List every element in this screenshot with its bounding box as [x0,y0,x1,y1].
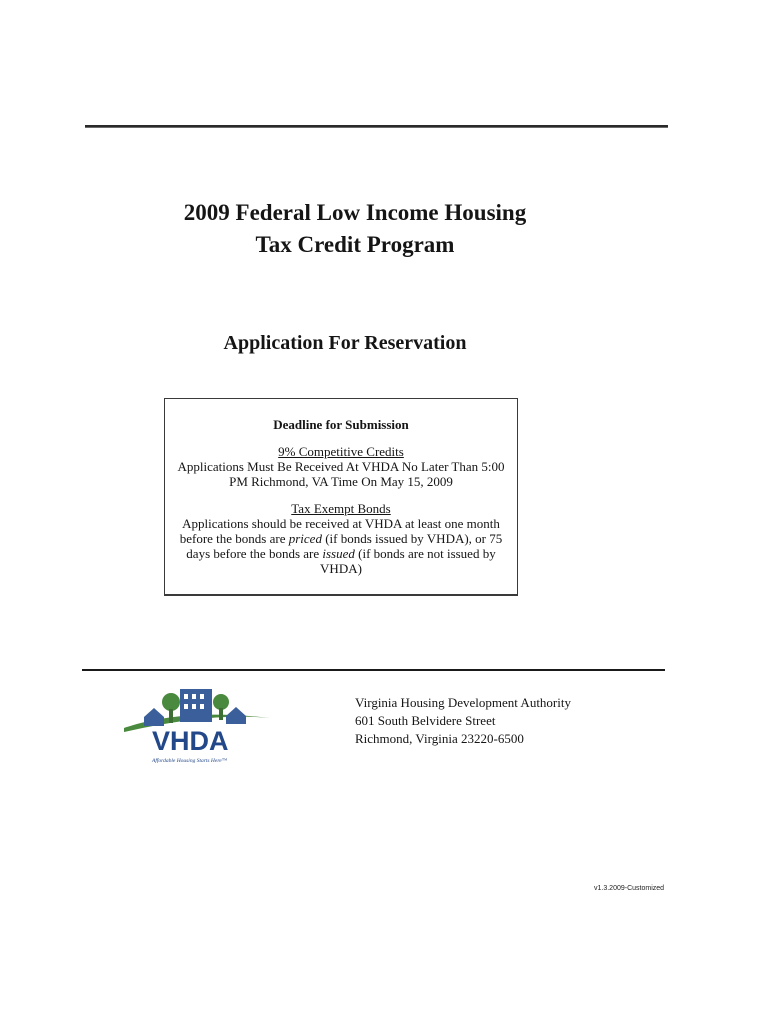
title-line-1: 2009 Federal Low Income Housing [183,200,527,225]
address-line-2: 601 South Belvidere Street [355,713,496,728]
version-label: v1.3.2009-Customized [594,885,665,892]
document-subtitle: Application For Reservation [223,332,467,354]
deadline-heading: Deadline for Submission [273,417,409,432]
section-spacer [171,489,511,501]
document-title [130,197,580,261]
tax-exempt-text-3-pre: days before the bonds are [186,546,323,561]
tax-exempt-text-4: VHDA) [320,561,362,576]
competitive-credits-text-1: Applications Must Be Received At VHDA No Later Than 5:00 [177,459,505,474]
tax-exempt-text-3 [171,546,511,561]
left-house [144,708,164,726]
tax-exempt-text-2 [171,531,511,546]
address-line-1: Virginia Housing Development Authority [355,695,571,710]
authority-address [355,694,571,748]
tax-exempt-text-1: Applications should be received at VHDA at least one month [182,516,500,531]
tax-exempt-text-2-pre: before the bonds are [179,531,289,546]
left-tree [162,693,180,711]
bottom-divider [82,669,665,671]
tax-exempt-text-3-post: (if bonds are not issued by [354,546,496,561]
vhda-logo [122,682,274,768]
competitive-credits-text-2: PM Richmond, VA Time On May 15, 2009 [229,474,453,489]
tax-exempt-text-2-post: (if bonds issued by VHDA), or 75 [321,531,503,546]
tax-exempt-heading: Tax Exempt Bonds [291,501,391,516]
deadline-box [164,398,518,596]
top-divider [85,125,668,128]
vhda-logo-graphic [122,682,274,768]
right-tree [213,694,229,710]
address-line-3: Richmond, Virginia 23220-6500 [355,731,524,746]
logo-wordmark: VHDA [152,726,229,756]
priced-emphasis: priced [288,531,322,546]
right-house [226,707,246,724]
logo-tagline: Affordable Housing Starts Here™ [152,758,228,764]
competitive-credits-heading: 9% Competitive Credits [278,444,404,459]
issued-emphasis: issued [322,546,355,561]
title-line-2: Tax Credit Program [255,232,455,257]
